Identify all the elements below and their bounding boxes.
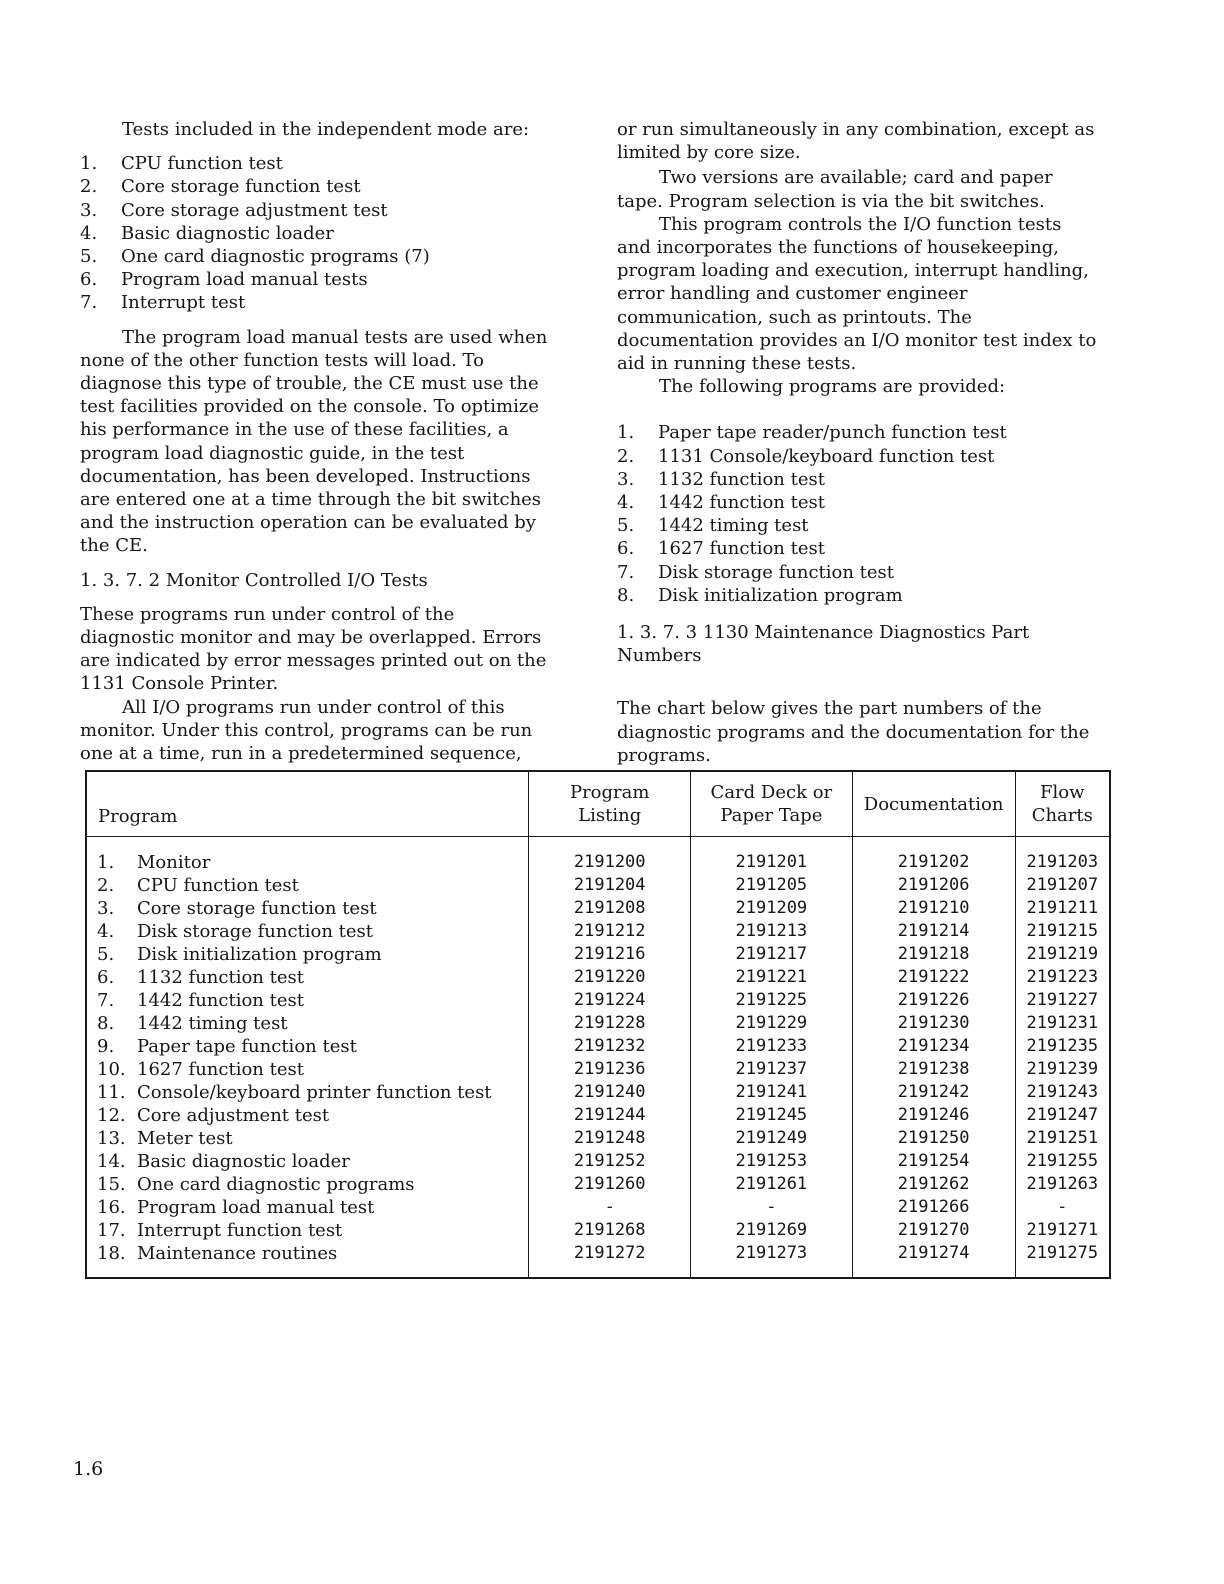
list-item-number: 4. <box>617 492 635 514</box>
cell-card-deck: 2191249 <box>691 1127 853 1150</box>
program-name: Maintenance routines <box>137 1243 338 1264</box>
list-item-number: 6. <box>80 269 98 291</box>
list-item-label: 1132 function test <box>658 468 825 490</box>
cell-program <box>86 1058 529 1081</box>
program-name: Meter test <box>137 1128 233 1149</box>
left-column <box>80 118 550 765</box>
cell-listing: 2191272 <box>529 1242 691 1265</box>
manual-tests-paragraph: The program load manual tests are used when none of the other function tests will load. To diagnose this type of trouble, the CE must use the test facilities provided on the console. To optimize his performance in the use of these facilities, a program load diagnostic guide, in the test documentation, has been developed. Instructions are entered one at a time through the bit switches and the instruction operation can be evaluated by the CE. <box>80 326 548 557</box>
cell-documentation: 2191242 <box>852 1081 1015 1104</box>
list-item-label: 1442 timing test <box>658 515 809 537</box>
list-item-label: 1442 function test <box>658 492 825 514</box>
cell-program <box>86 897 529 920</box>
list-item-label: Paper tape reader/punch function test <box>658 422 1007 444</box>
row-number: 17. <box>97 1220 126 1241</box>
cell-documentation: 2191218 <box>852 943 1015 966</box>
cell-documentation: 2191206 <box>852 874 1015 897</box>
header-line: Program <box>569 782 650 803</box>
row-number: 13. <box>97 1128 126 1149</box>
cell-documentation: 2191274 <box>852 1242 1015 1265</box>
list-item-label: Core storage adjustment test <box>121 199 388 221</box>
monitor-paragraph: These programs run under control of the diagnostic monitor and may be overlapped. Errors are indicated by error messages printed out on the 1131 Console Printer. <box>80 603 547 695</box>
cell-card-deck: - <box>691 1196 853 1219</box>
cell-program <box>86 989 529 1012</box>
list-item <box>80 222 550 245</box>
header-line: Paper Tape <box>720 805 823 826</box>
row-number: 6. <box>97 967 115 988</box>
cell-flow-charts: 2191255 <box>1015 1150 1110 1173</box>
program-name: Core adjustment test <box>137 1105 330 1126</box>
list-item-number: 3. <box>80 199 98 221</box>
program-name: 1132 function test <box>137 967 304 988</box>
cell-flow-charts: 2191263 <box>1015 1173 1110 1196</box>
row-number: 1. <box>97 852 115 873</box>
cell-program <box>86 1035 529 1058</box>
header-line: Listing <box>578 805 642 826</box>
cell-flow-charts: 2191239 <box>1015 1058 1110 1081</box>
program-name: Paper tape function test <box>137 1036 357 1057</box>
program-name: Basic diagnostic loader <box>137 1151 350 1172</box>
list-item-number: 7. <box>617 561 635 583</box>
list-item-number: 2. <box>617 445 635 467</box>
row-number: 3. <box>97 898 115 919</box>
cell-program <box>86 1150 529 1173</box>
row-number: 5. <box>97 944 115 965</box>
cell-documentation: 2191246 <box>852 1104 1015 1127</box>
cell-program <box>86 1219 529 1242</box>
list-item-number: 3. <box>617 468 635 490</box>
cell-documentation: 2191254 <box>852 1150 1015 1173</box>
table-row <box>86 1150 1110 1173</box>
cell-flow-charts: 2191247 <box>1015 1104 1110 1127</box>
list-item <box>80 152 550 175</box>
header-line: Card Deck or <box>710 782 833 803</box>
cell-flow-charts: 2191227 <box>1015 989 1110 1012</box>
program-name: Program load manual test <box>137 1197 375 1218</box>
header-line: Flow <box>1040 782 1085 803</box>
list-item-label: CPU function test <box>121 153 283 175</box>
cell-listing: 2191216 <box>529 943 691 966</box>
io-programs-paragraph: All I/O programs run under control of this monitor. Under this control, programs can be run one at a time, run in a predetermined sequence, <box>80 696 533 765</box>
row-number: 10. <box>97 1059 126 1080</box>
table-row <box>86 874 1110 897</box>
cell-listing: 2191268 <box>529 1219 691 1242</box>
list-item-number: 2. <box>80 176 98 198</box>
cell-card-deck: 2191217 <box>691 943 853 966</box>
provided-programs-list <box>617 421 1097 607</box>
cell-listing: 2191244 <box>529 1104 691 1127</box>
table-row <box>86 1081 1110 1104</box>
table-row <box>86 1127 1110 1150</box>
cell-flow-charts: 2191223 <box>1015 966 1110 989</box>
cell-program <box>86 1242 529 1265</box>
cell-listing: 2191208 <box>529 897 691 920</box>
list-item-number: 4. <box>80 222 98 244</box>
row-number: 18. <box>97 1243 126 1264</box>
list-item <box>80 175 550 198</box>
list-item <box>80 291 550 314</box>
cell-program <box>86 943 529 966</box>
chart-intro-paragraph: The chart below gives the part numbers of the diagnostic programs and the documentation for the programs. <box>617 698 1090 766</box>
cell-program <box>86 851 529 874</box>
program-name: One card diagnostic programs <box>137 1174 415 1195</box>
table-row <box>86 851 1110 874</box>
list-item-number: 5. <box>80 246 98 268</box>
program-name: Console/keyboard printer function test <box>137 1082 492 1103</box>
cell-listing: 2191200 <box>529 851 691 874</box>
list-item <box>617 468 1097 491</box>
row-number: 15. <box>97 1174 126 1195</box>
cell-flow-charts: 2191235 <box>1015 1035 1110 1058</box>
table-row <box>86 943 1110 966</box>
row-number: 7. <box>97 990 115 1011</box>
cell-card-deck: 2191221 <box>691 966 853 989</box>
program-name: 1442 timing test <box>137 1013 288 1034</box>
table-row <box>86 897 1110 920</box>
program-name: 1442 function test <box>137 990 304 1011</box>
cell-card-deck: 2191253 <box>691 1150 853 1173</box>
header-documentation: Documentation <box>852 771 1015 837</box>
right-column <box>617 118 1097 767</box>
cell-documentation: 2191222 <box>852 966 1015 989</box>
list-item-number: 5. <box>617 515 635 537</box>
section-heading-1-3-7-2: 1. 3. 7. 2 Monitor Controlled I/O Tests <box>80 569 428 591</box>
row-number: 8. <box>97 1013 115 1034</box>
table-spacer-row <box>86 837 1110 852</box>
cell-card-deck: 2191205 <box>691 874 853 897</box>
row-number: 14. <box>97 1151 126 1172</box>
list-item-label: Core storage function test <box>121 176 361 198</box>
list-item-label: Basic diagnostic loader <box>121 222 334 244</box>
list-item <box>617 561 1097 584</box>
cell-card-deck: 2191273 <box>691 1242 853 1265</box>
cell-listing: 2191240 <box>529 1081 691 1104</box>
table-row <box>86 1196 1110 1219</box>
row-number: 12. <box>97 1105 126 1126</box>
cell-listing: 2191248 <box>529 1127 691 1150</box>
cell-listing: 2191252 <box>529 1150 691 1173</box>
cell-program <box>86 874 529 897</box>
cell-card-deck: 2191269 <box>691 1219 853 1242</box>
cell-listing: 2191228 <box>529 1012 691 1035</box>
cell-listing: 2191204 <box>529 874 691 897</box>
table-row <box>86 1104 1110 1127</box>
table-header-row <box>86 771 1110 837</box>
cell-documentation: 2191266 <box>852 1196 1015 1219</box>
list-item-label: Program load manual tests <box>121 269 368 291</box>
cell-listing: 2191232 <box>529 1035 691 1058</box>
cell-documentation: 2191262 <box>852 1173 1015 1196</box>
table-row <box>86 1035 1110 1058</box>
list-item-number: 1. <box>80 153 98 175</box>
part-numbers-table <box>85 770 1111 1279</box>
table-row <box>86 920 1110 943</box>
cell-listing: 2191236 <box>529 1058 691 1081</box>
cell-flow-charts: - <box>1015 1196 1110 1219</box>
cell-documentation: 2191202 <box>852 851 1015 874</box>
io-continuation-paragraph: or run simultaneously in any combination, except as limited by core size. <box>617 119 1095 164</box>
cell-documentation: 2191250 <box>852 1127 1015 1150</box>
cell-program <box>86 920 529 943</box>
section-heading-1-3-7-3: 1. 3. 7. 3 1130 Maintenance Diagnostics Part Numbers <box>617 622 1030 667</box>
cell-program <box>86 1127 529 1150</box>
list-item <box>617 514 1097 537</box>
cell-card-deck: 2191261 <box>691 1173 853 1196</box>
table-row <box>86 1058 1110 1081</box>
cell-flow-charts: 2191243 <box>1015 1081 1110 1104</box>
list-item-number: 1. <box>617 422 635 444</box>
program-name: Core storage function test <box>137 898 377 919</box>
cell-flow-charts: 2191207 <box>1015 874 1110 897</box>
row-number: 16. <box>97 1197 126 1218</box>
cell-card-deck: 2191233 <box>691 1035 853 1058</box>
row-number: 2. <box>97 875 115 896</box>
row-number: 11. <box>97 1082 126 1103</box>
row-number: 9. <box>97 1036 115 1057</box>
table-end-spacer <box>86 1265 1110 1278</box>
program-name: CPU function test <box>137 875 299 896</box>
cell-flow-charts: 2191251 <box>1015 1127 1110 1150</box>
header-flow-charts <box>1015 771 1110 837</box>
cell-flow-charts: 2191215 <box>1015 920 1110 943</box>
independent-tests-list <box>80 152 550 314</box>
cell-listing: 2191212 <box>529 920 691 943</box>
cell-documentation: 2191214 <box>852 920 1015 943</box>
list-item <box>80 199 550 222</box>
cell-program <box>86 1196 529 1219</box>
cell-card-deck: 2191209 <box>691 897 853 920</box>
cell-listing: - <box>529 1196 691 1219</box>
cell-card-deck: 2191229 <box>691 1012 853 1035</box>
list-item <box>617 537 1097 560</box>
list-item <box>617 445 1097 468</box>
cell-card-deck: 2191237 <box>691 1058 853 1081</box>
cell-documentation: 2191210 <box>852 897 1015 920</box>
list-item <box>617 421 1097 444</box>
cell-listing: 2191224 <box>529 989 691 1012</box>
list-item <box>617 491 1097 514</box>
list-item-label: Interrupt test <box>121 292 246 314</box>
row-number: 4. <box>97 921 115 942</box>
cell-documentation: 2191230 <box>852 1012 1015 1035</box>
cell-documentation: 2191238 <box>852 1058 1015 1081</box>
list-item-label: 1627 function test <box>658 538 825 560</box>
cell-documentation: 2191226 <box>852 989 1015 1012</box>
list-item-label: Disk storage function test <box>658 561 895 583</box>
header-card-deck <box>691 771 853 837</box>
cell-program <box>86 1012 529 1035</box>
table-row <box>86 1219 1110 1242</box>
cell-flow-charts: 2191275 <box>1015 1242 1110 1265</box>
header-program: Program <box>86 771 529 837</box>
cell-card-deck: 2191213 <box>691 920 853 943</box>
program-name: 1627 function test <box>137 1059 304 1080</box>
cell-program <box>86 966 529 989</box>
cell-documentation: 2191234 <box>852 1035 1015 1058</box>
table-row <box>86 989 1110 1012</box>
header-program-listing <box>529 771 691 837</box>
cell-flow-charts: 2191219 <box>1015 943 1110 966</box>
cell-flow-charts: 2191203 <box>1015 851 1110 874</box>
list-item-number: 6. <box>617 538 635 560</box>
program-name: Interrupt function test <box>137 1220 343 1241</box>
cell-flow-charts: 2191231 <box>1015 1012 1110 1035</box>
list-item <box>80 268 550 291</box>
cell-flow-charts: 2191211 <box>1015 897 1110 920</box>
page-number: 1.6 <box>73 1458 104 1480</box>
table-row <box>86 1012 1110 1035</box>
table-row <box>86 1242 1110 1265</box>
cell-program <box>86 1081 529 1104</box>
versions-paragraph: Two versions are available; card and paper tape. Program selection is via the bit switches. <box>617 167 1053 212</box>
program-name: Disk initialization program <box>137 944 382 965</box>
program-name: Disk storage function test <box>137 921 374 942</box>
list-item-label: 1131 Console/keyboard function test <box>658 445 995 467</box>
cell-flow-charts: 2191271 <box>1015 1219 1110 1242</box>
cell-card-deck: 2191241 <box>691 1081 853 1104</box>
cell-documentation: 2191270 <box>852 1219 1015 1242</box>
program-name: Monitor <box>137 852 211 873</box>
cell-listing: 2191260 <box>529 1173 691 1196</box>
cell-card-deck: 2191225 <box>691 989 853 1012</box>
following-programs-text: The following programs are provided: <box>659 376 1006 398</box>
list-item-label: Disk initialization program <box>658 584 903 606</box>
table-body <box>86 837 1110 1279</box>
cell-program <box>86 1173 529 1196</box>
header-line: Charts <box>1031 805 1093 826</box>
cell-card-deck: 2191201 <box>691 851 853 874</box>
cell-card-deck: 2191245 <box>691 1104 853 1127</box>
intro-text: Tests included in the independent mode are: <box>122 119 530 140</box>
list-item <box>617 584 1097 607</box>
cell-listing: 2191220 <box>529 966 691 989</box>
list-item-label: One card diagnostic programs (7) <box>121 246 430 268</box>
cell-program <box>86 1104 529 1127</box>
table-row <box>86 966 1110 989</box>
list-item-number: 8. <box>617 584 635 606</box>
list-item-number: 7. <box>80 292 98 314</box>
list-item <box>80 245 550 268</box>
controls-paragraph: This program controls the I/O function tests and incorporates the functions of housekeeping, program loading and execution, interrupt handling, error handling and customer engineer communication, such as printouts. The documentation provides an I/O monitor test index to aid in running these tests. <box>617 213 1097 375</box>
table-row <box>86 1173 1110 1196</box>
